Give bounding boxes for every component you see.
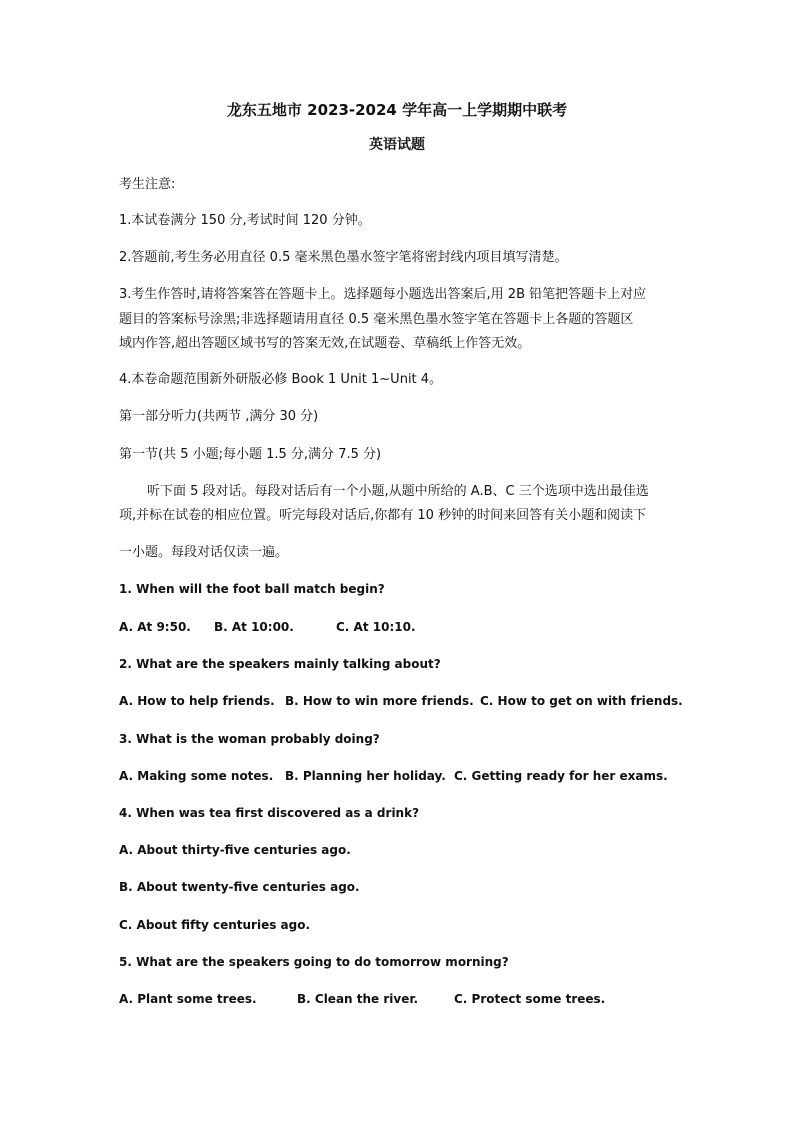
question-5-option-c: C. Protect some trees.: [454, 992, 606, 1006]
notice-item-3-line-2: 题目的答案标号涂黑;非选择题请用直径 0.5 毫米黑色墨水签字笔在答题卡上各题的答题区: [119, 312, 634, 327]
question-5-option-a: A. Plant some trees.: [119, 992, 257, 1006]
question-1-option-a: A. At 9:50.: [119, 620, 191, 634]
question-1-option-b: B. At 10:00.: [214, 620, 294, 634]
notice-item-3: 3.考生作答时,请将答案答在答题卡上。选择题每小题选出答案后,用 2B 铅笔把答题卡上对应: [119, 287, 647, 302]
notice-heading: 考生注意:: [119, 177, 176, 192]
question-1: 1. When will the foot ball match begin?: [119, 582, 385, 596]
instructions-line-1: 听下面 5 段对话。每段对话后有一个小题,从题中所给的 A.B、C 三个选项中选出最佳选: [147, 484, 649, 499]
question-5-option-b: B. Clean the river.: [297, 992, 419, 1006]
question-4-option-c: C. About fifty centuries ago.: [119, 918, 311, 932]
question-3: 3. What is the woman probably doing?: [119, 732, 380, 746]
question-3-option-b: B. Planning her holiday.: [285, 769, 446, 783]
question-1-option-c: C. At 10:10.: [336, 620, 416, 634]
question-3-option-a: A. Making some notes.: [119, 769, 274, 783]
part-heading: 第一部分听力(共两节 ,满分 30 分): [119, 409, 319, 424]
notice-item-3-line-3: 域内作答,超出答题区域书写的答案无效,在试题卷、草稿纸上作答无效。: [119, 336, 531, 351]
notice-item-1: 1.本试卷满分 150 分,考试时间 120 分钟。: [119, 213, 371, 228]
notice-item-2: 2.答题前,考生务必用直径 0.5 毫米黑色墨水签字笔将密封线内项目填写清楚。: [119, 250, 568, 265]
question-3-option-c: C. Getting ready for her exams.: [454, 769, 668, 783]
question-5: 5. What are the speakers going to do tomorrow morning?: [119, 955, 509, 969]
instructions-line-2: 项,并标在试卷的相应位置。听完每段对话后,你都有 10 秒钟的时间来回答有关小题和阅读下: [119, 508, 647, 523]
question-2-option-a: A. How to help friends.: [119, 694, 275, 708]
question-4-option-b: B. About twenty-five centuries ago.: [119, 880, 360, 894]
exam-subject: 英语试题: [369, 137, 425, 153]
instructions-line-3: 一小题。每段对话仅读一遍。: [119, 545, 289, 560]
question-2-option-c: C. How to get on with friends.: [480, 694, 683, 708]
question-4-option-a: A. About thirty-five centuries ago.: [119, 843, 351, 857]
exam-title: 龙东五地市 2023-2024 学年高一上学期期中联考: [226, 101, 568, 119]
question-4: 4. When was tea first discovered as a drink?: [119, 806, 420, 820]
notice-item-4: 4.本卷命题范围新外研版必修 Book 1 Unit 1~Unit 4。: [119, 372, 443, 387]
section-heading: 第一节(共 5 小题;每小题 1.5 分,满分 7.5 分): [119, 447, 382, 462]
question-2-option-b: B. How to win more friends.: [285, 694, 474, 708]
question-2: 2. What are the speakers mainly talking about?: [119, 657, 441, 671]
